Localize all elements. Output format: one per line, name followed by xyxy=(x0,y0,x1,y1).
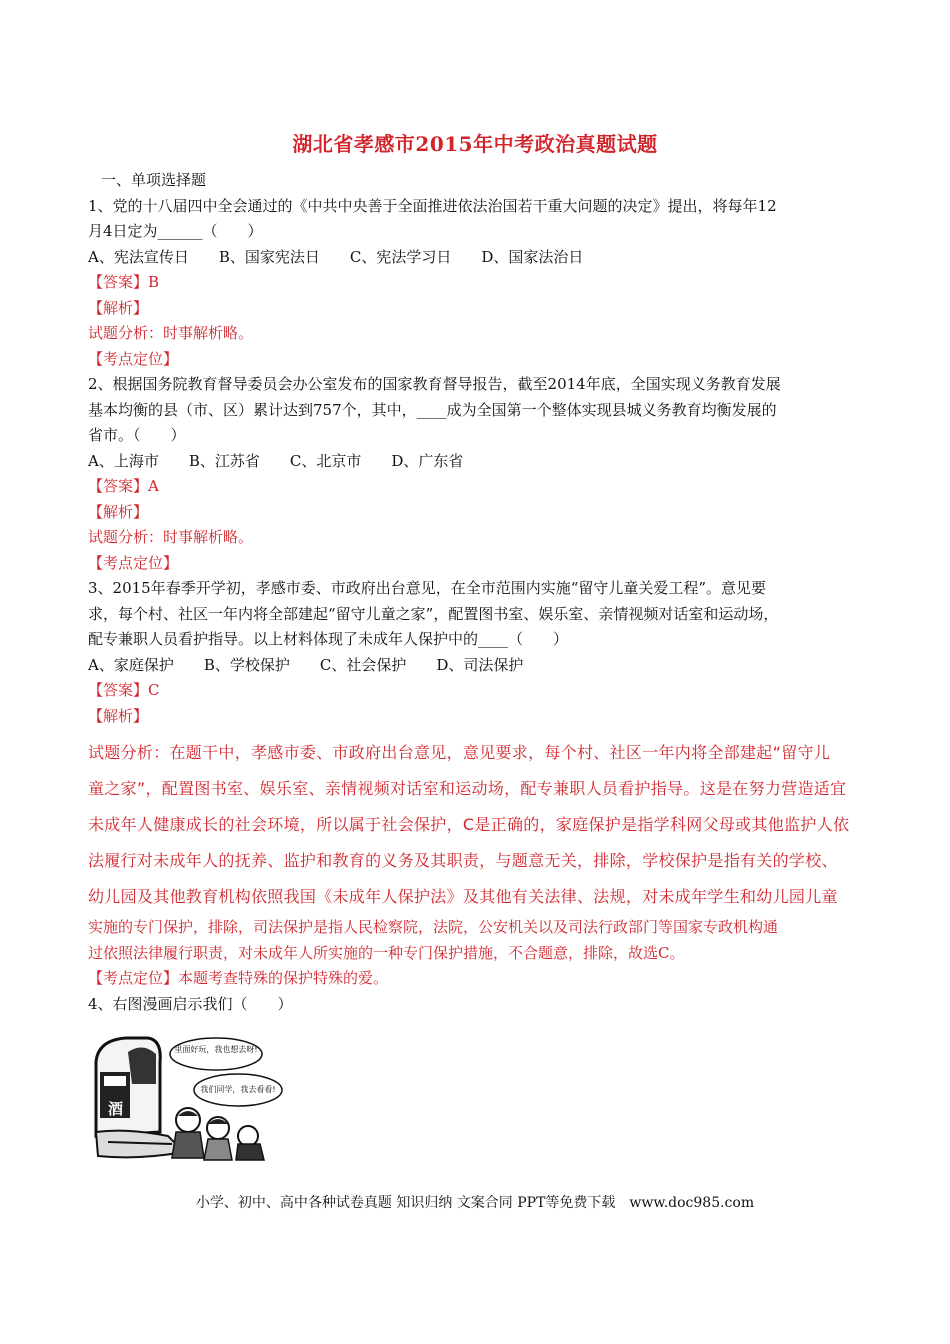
exam-content xyxy=(88,168,864,1017)
bar-window xyxy=(104,1076,126,1086)
cartoon-image xyxy=(88,1032,288,1164)
q2-stem-line3: 省市。（ ） xyxy=(88,426,186,444)
q1-analysis-label: 【解析】 xyxy=(88,298,149,317)
q2-stem-line1: 2、根据国务院教育督导委员会办公室发布的国家教育督导报告，截至2014年底，全国实现义务教育发展 xyxy=(88,375,781,393)
q3-options: A、家庭保护 B、学校保护 C、社会保护 D、司法保护 xyxy=(88,655,524,674)
speech-bubble-1-text: 里面好玩，我也想去呀! xyxy=(174,1045,258,1054)
child-body-2 xyxy=(204,1139,232,1160)
child-body-1 xyxy=(172,1132,204,1158)
q1-point: 【考点定位】 xyxy=(88,349,179,368)
q3-stem-line1: 3、2015年春季开学初，孝感市委、市政府出台意见，在全市范围内实施“留守儿童关爱工程”。意见要 xyxy=(88,579,767,597)
q3-analysis-line: 幼儿园及其他教育机构依照我国《未成年人保护法》及其他有关法律、法规，对未成年学生和幼儿园儿童 xyxy=(88,887,838,906)
q1-options: A、宪法宣传日 B、国家宪法日 C、宪法学习日 D、国家法治日 xyxy=(88,247,584,266)
section-heading: 一、单项选择题 xyxy=(101,171,207,189)
speech-bubble-1 xyxy=(170,1038,262,1070)
q3-analysis-line: 过依照法律履行职责，对未成年人所实施的一种专门保护措施，不合题意，排除，故选C。 xyxy=(88,943,685,962)
bar-wall-dark xyxy=(128,1047,156,1084)
q2-point: 【考点定位】 xyxy=(88,553,179,572)
speech-bubble-2-text: 我们同学，我去看看! xyxy=(200,1085,276,1094)
q3-analysis-line: 实施的专门保护，排除，司法保护是指人民检察院，法院，公安机关以及司法行政部门等国家专政机构通 xyxy=(88,918,779,936)
q3-analysis-label: 【解析】 xyxy=(88,706,149,725)
q3-point: 【考点定位】本题考查特殊的保护特殊的爱。 xyxy=(88,969,389,987)
q3-analysis-continued xyxy=(88,915,864,966)
q3-stem-line3: 配专兼职人员看护指导。以上材料体现了未成年人保护中的____（ ） xyxy=(88,630,569,648)
q2-analysis: 试题分析：时事解析略。 xyxy=(88,528,254,546)
q3-analysis-line: 试题分析：在题干中，孝感市委、市政府出台意见，意见要求，每个村、社区一年内将全部建起“留守儿 xyxy=(88,743,831,762)
q3-answer: 【答案】C xyxy=(88,681,160,699)
q2-options: A、上海市 B、江苏省 C、北京市 D、广东省 xyxy=(88,451,464,470)
q1-analysis: 试题分析：时事解析略。 xyxy=(88,324,254,342)
q1-answer: 【答案】B xyxy=(88,273,160,291)
q3-analysis-line: 未成年人健康成长的社会环境，所以属于社会保护，C是正确的，家庭保护是指学科网父母或其他监护人依 xyxy=(88,815,850,834)
q2-stem-line2: 基本均衡的县（市、区）累计达到757个，其中，____成为全国第一个整体实现县城义务教育均衡发展的 xyxy=(88,400,777,419)
q3-analysis-scanned xyxy=(88,735,864,915)
child-body-3 xyxy=(236,1144,264,1160)
q2-answer: 【答案】A xyxy=(88,477,159,495)
bar-sign: 酒 xyxy=(108,1100,124,1118)
q1-stem-line1: 1、党的十八届四中全会通过的《中共中央善于全面推进依法治国若干重大问题的决定》提出，将每年12 xyxy=(88,196,777,215)
q3-stem-line2: 求，每个村、社区一年内将全部建起“留守儿童之家”，配置图书室、娱乐室、亲情视频对话室和运动场， xyxy=(88,604,779,623)
page-title: 湖北省孝感市2015年中考政治真题试题 xyxy=(292,132,658,156)
q2-analysis-label: 【解析】 xyxy=(88,502,149,521)
page-footer: 小学、初中、高中各种试卷真题 知识归纳 文案合同 PPT等免费下载 www.doc985.com xyxy=(195,1195,755,1211)
q3-analysis-line: 法履行对未成年人的抚养、监护和教育的义务及其职责，与题意无关，排除，学校保护是指有关的学校、 xyxy=(88,851,838,870)
q1-stem-line2: 月4日定为______（ ） xyxy=(88,222,263,240)
q4-stem: 4、右图漫画启示我们（ ） xyxy=(88,994,293,1013)
child-head-3 xyxy=(238,1126,258,1146)
q3-analysis-line: 童之家”，配置图书室、娱乐室、亲情视频对话室和运动场，配专兼职人员看护指导。这是在努力营造适宜 xyxy=(88,779,847,798)
